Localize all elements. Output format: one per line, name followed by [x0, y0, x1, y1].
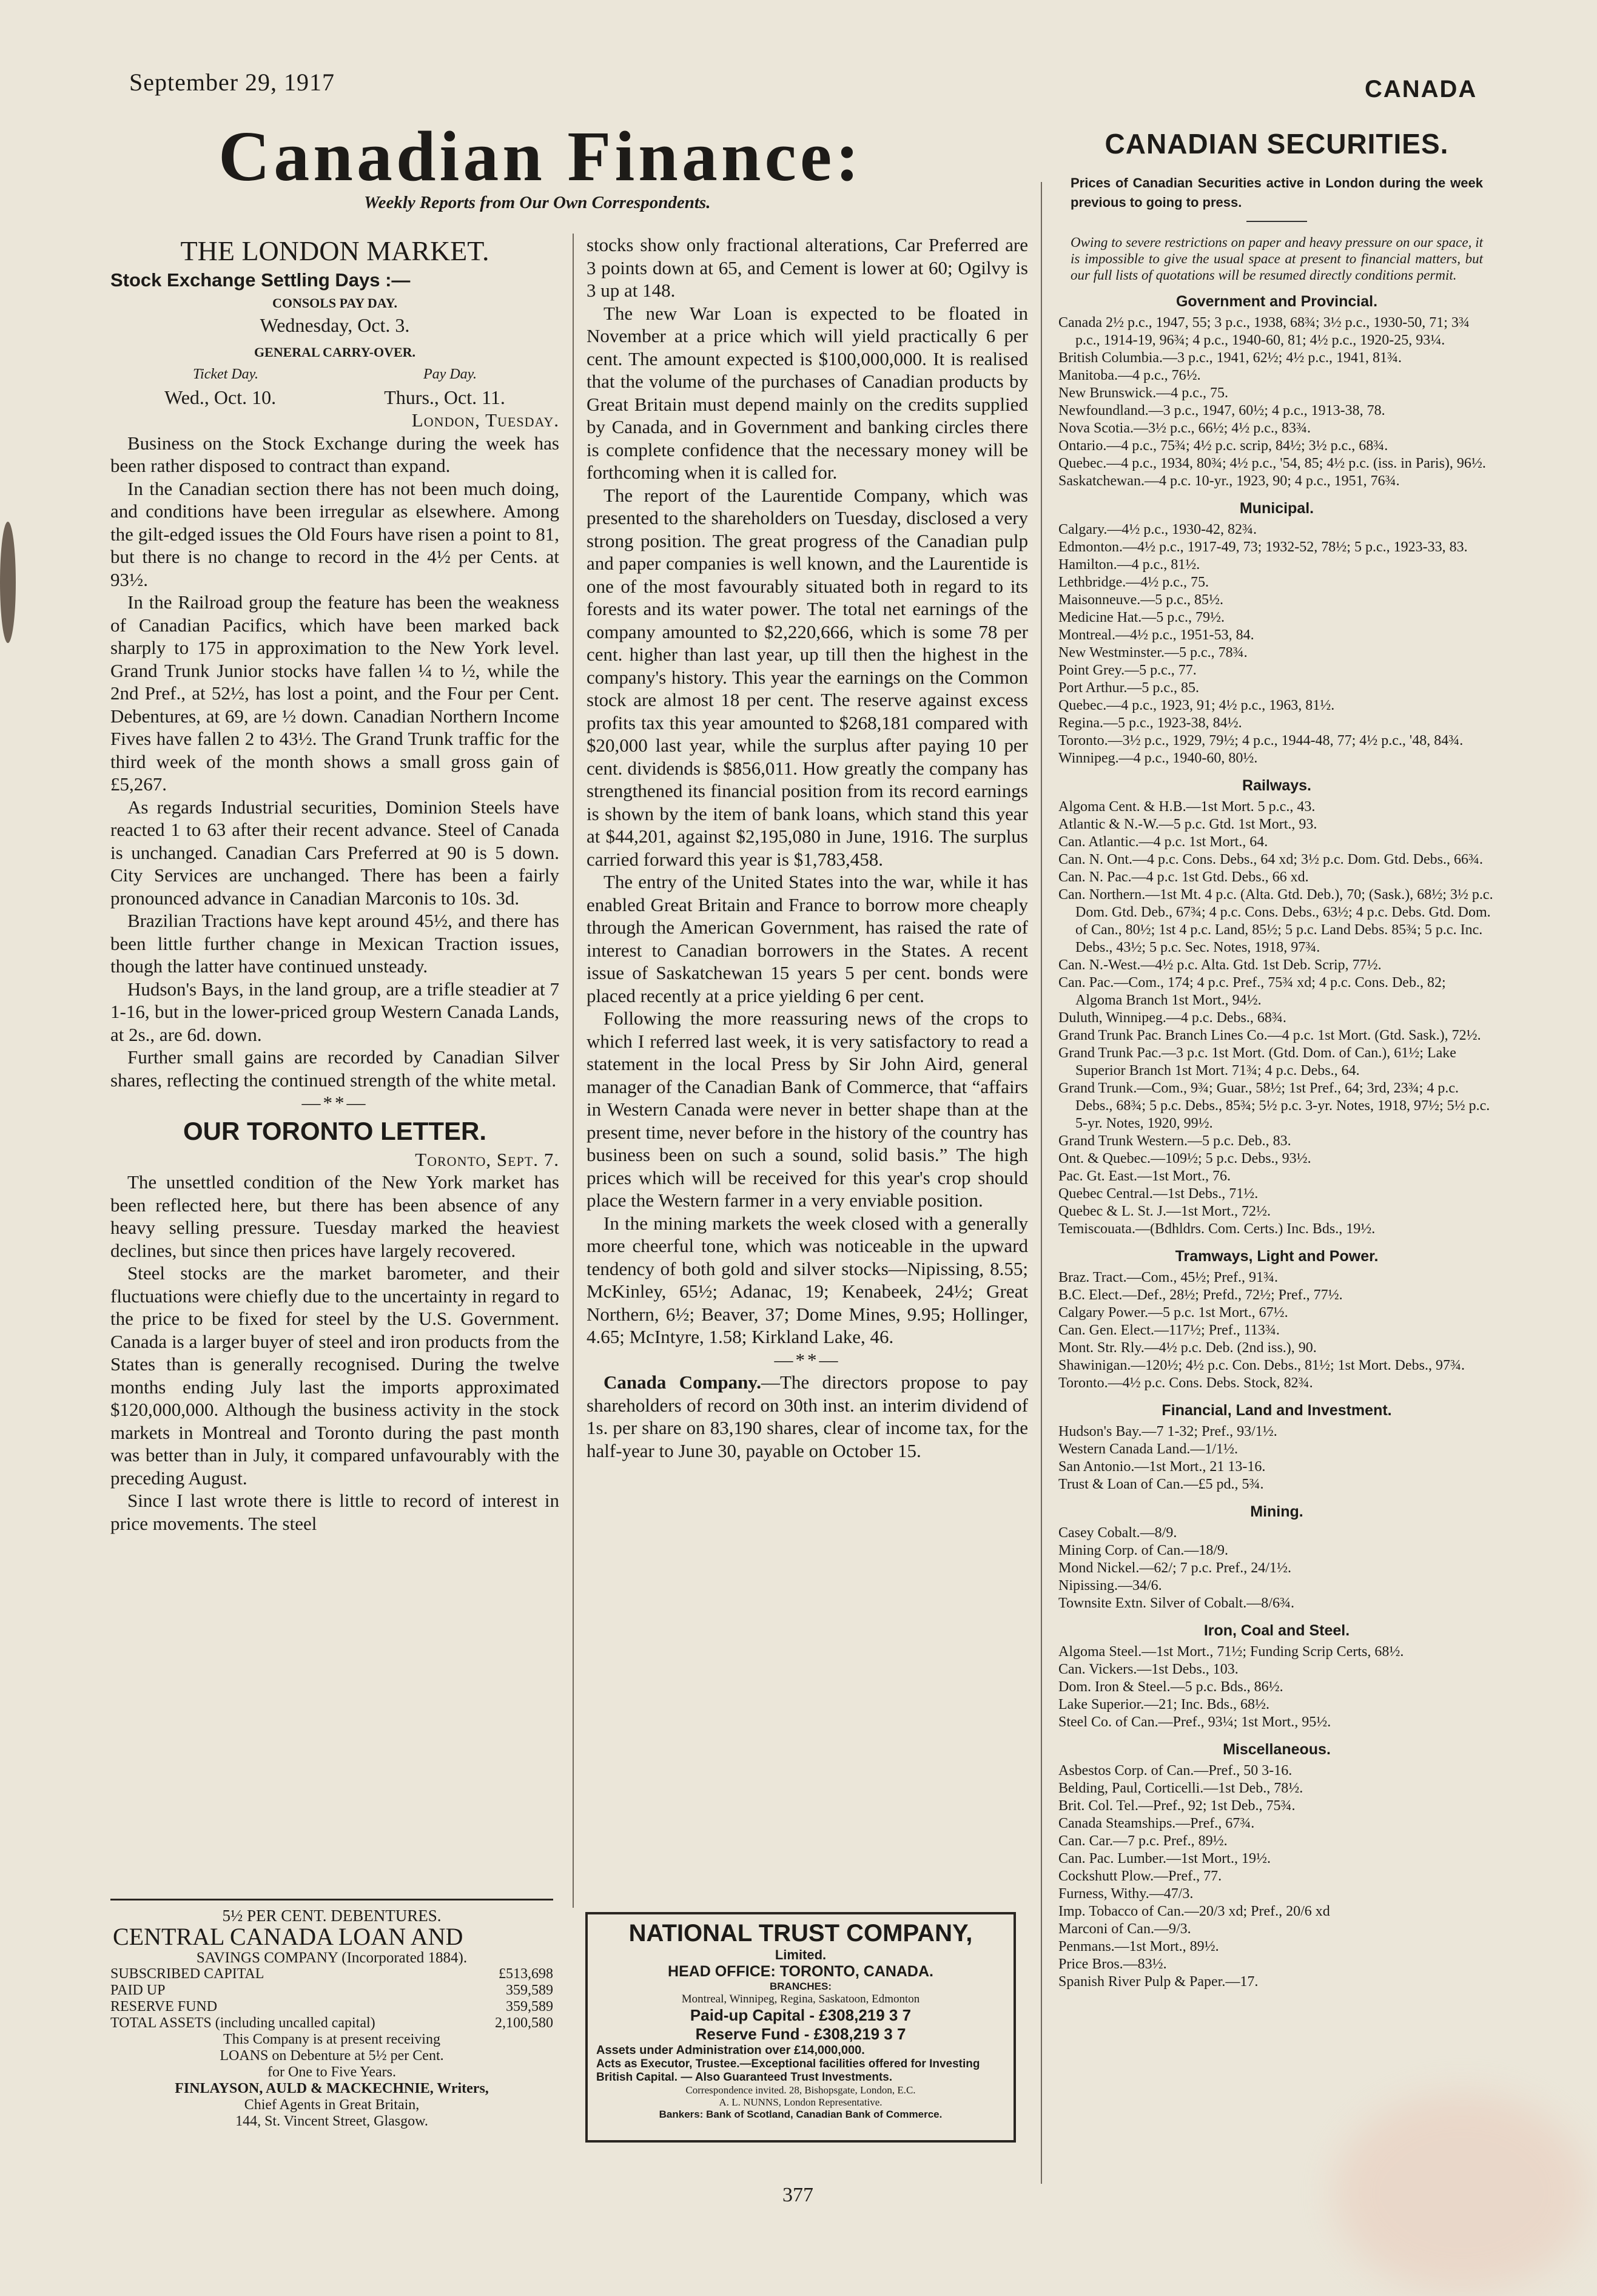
security-quote: Montreal.—4½ p.c., 1951-53, 84. — [1058, 627, 1254, 643]
ad-trust-name: NATIONAL TRUST COMPANY, — [628, 1920, 973, 1947]
settling-days-heading: Stock Exchange Settling Days :— — [110, 269, 411, 291]
ad-representative: A. L. NUNNS, London Representative. — [719, 2096, 883, 2108]
pay-day-label: Pay Day. — [423, 366, 477, 382]
ad-trust-limited: Limited. — [775, 1947, 827, 1962]
security-quote: Can. Northern.—1st Mt. 4 p.c. (Alta. Gtd. Deb.), 70; (Sask.), 68½; 3½ p.c. Dom. Gtd. Deb., 67¾; 4 p.c. Cons. Debs., 63½; 4 p.c. Debs. Gtd. Dom. of Can., 80½; 1st 4 p.c. Land, 85½; 5 p.c. Land Debs. 85¾; 5 p.c. Inc. Debs., 43½; 5 p.c. Sec. Notes, 1918, 97¾. — [1058, 887, 1493, 955]
ad-body: LOANS on Debenture at 5½ per Cent. — [220, 2048, 444, 2064]
security-quote: Mont. Str. Rly.—4½ p.c. Deb. (2nd iss.), 90. — [1058, 1340, 1317, 1356]
column-left — [110, 234, 559, 1535]
security-quote: Can. Car.—7 p.c. Pref., 89½. — [1058, 1833, 1228, 1849]
security-quote: Price Bros.—83½. — [1058, 1956, 1167, 1972]
security-quote: Dom. Iron & Steel.—5 p.c. Bds., 86½. — [1058, 1679, 1283, 1695]
security-quote: Cockshutt Plow.—Pref., 77. — [1058, 1868, 1222, 1884]
security-quote: New Brunswick.—4 p.c., 75. — [1058, 385, 1228, 401]
security-quote: Casey Cobalt.—8/9. — [1058, 1525, 1177, 1541]
middle-paragraph: Following the more reassuring news of the crops to which I referred last week, it is very satisfactory to read a statement in the local Press by Sir John Aird, general manager of the Canadian Bank of Commerce, that “affairs in Western Canada were never in better shape than at the present time, never before in the history of the country has business been on such a sound, solid basis.” The high prices which will be received for this year's crop should place the Western farmer in a very enviable position. — [587, 1008, 1028, 1211]
toronto-paragraph: Steel stocks are the market barometer, and their fluctuations were chiefly due to the uncertainty in regard to the price to be fixed for steel by the U.S. Government. Canada is a larger buyer of steel and iron products from the States than is generally recognised. During the twelve months ending July last the imports approximated $120,000,000. Although the business activity in the stock markets in Montreal and Toronto during the past month was better than in July, it compared unfavourably with the preceding August. — [110, 1262, 559, 1489]
securities-category-heading: Railways. — [1242, 777, 1311, 794]
ad-acts: Acts as Executor, Trustee.—Exceptional facilities offered for Investing British Capital. — Also Guaranteed Trust Investments. — [596, 2058, 980, 2084]
security-quote: Belding, Paul, Corticelli.—1st Deb., 78½. — [1058, 1780, 1303, 1796]
column-rule — [1041, 182, 1042, 2184]
security-quote: Western Canada Land.—1/1½. — [1058, 1441, 1238, 1457]
security-quote: Calgary Power.—5 p.c. 1st Mort., 67½. — [1058, 1305, 1288, 1321]
middle-paragraph: In the mining markets the week closed with a generally more cheerful tone, which was noticeable in the upward tendency of both gold and silver stocks—Nipissing, 8.55; McKinley, 65½; Adanac, 19; Kenabeek, 24½; Great Northern, 6½; Beaver, 37; Dome Mines, 9.95; Hollinger, 4.65; McIntyre, 1.58; Kirkland Lake, 46. — [587, 1212, 1028, 1347]
securities-category-heading: Financial, Land and Investment. — [1162, 1402, 1392, 1419]
security-quote: Can. Pac.—Com., 174; 4 p.c. Pref., 75¾ xd; 4 p.c. Cons. Deb., 82; Algoma Branch 1st Mort., 94½. — [1058, 975, 1446, 1008]
security-quote: Pac. Gt. East.—1st Mort., 76. — [1058, 1168, 1231, 1184]
london-market-title: THE LONDON MARKET. — [180, 235, 489, 266]
securities-category-heading: Mining. — [1250, 1503, 1303, 1520]
canada-company-text: —The directors propose to pay shareholders of record on 30th inst. an interim dividend of 1s. per share on 83,190 shares, clear of income tax, for the half-year to June 30, payable on October 15. — [587, 1372, 1028, 1461]
security-quote: Medicine Hat.—5 p.c., 79½. — [1058, 610, 1225, 625]
toronto-letter-title: OUR TORONTO LETTER. — [183, 1116, 487, 1145]
masthead: Canadian Finance: — [218, 116, 863, 196]
security-quote: Newfoundland.—3 p.c., 1947, 60½; 4 p.c., 1913-38, 78. — [1058, 403, 1385, 419]
security-quote: Penmans.—1st Mort., 89½. — [1058, 1939, 1219, 1954]
ad-figure-row: SUBSCRIBED CAPITAL £513,698 — [110, 1966, 553, 1982]
security-quote: Ontario.—4 p.c., 75¾; 4½ p.c. scrip, 84½; 3½ p.c., 68¾. — [1058, 438, 1388, 454]
central-canada-ad — [110, 1899, 553, 2130]
ad-body: for One to Five Years. — [267, 2064, 396, 2080]
security-quote: Quebec Central.—1st Debs., 71½. — [1058, 1186, 1259, 1202]
london-paragraph: Further small gains are recorded by Canadian Silver shares, reflecting the continued strength of the white metal. — [110, 1046, 559, 1091]
securities-notice: Owing to severe restrictions on paper and heavy pressure on our space, it is impossible to give the usual space at present to financial matters, but our full lists of quotations will be resumed directly conditions permit. — [1071, 235, 1483, 283]
security-quote: Grand Trunk Western.—5 p.c. Deb., 83. — [1058, 1133, 1291, 1149]
middle-paragraph: The entry of the United States into the war, while it has enabled Great Britain and France to borrow more cheaply through the American Government, has raised the rate of interest to Canadian borrowers in the States. A recent issue of Saskatchewan 15 years 5 per cent. bonds were placed recently at a price yielding 6 per cent. — [587, 871, 1028, 1006]
carry-over-label: GENERAL CARRY-OVER. — [254, 344, 416, 360]
securities-category-heading: Municipal. — [1239, 500, 1314, 517]
column-middle — [587, 234, 1028, 1462]
security-quote: Quebec.—4 p.c., 1934, 80¾; 4½ p.c., '54, 85; 4½ p.c. (iss. in Paris), 96½. — [1058, 456, 1486, 471]
security-quote: Regina.—5 p.c., 1923-38, 84½. — [1058, 715, 1242, 731]
london-paragraph: As regards Industrial securities, Dominion Steels have reacted 1 to 63 after their recent advance. Steel of Canada is unchanged. Canadian Cars Preferred at 90 is 5 down. City Services are unchanged. There has been a fairly pronounced advance in Canadian Marconis to 10s. 3d. — [110, 796, 559, 909]
issue-date: September 29, 1917 — [129, 69, 335, 96]
security-quote: New Westminster.—5 p.c., 78¾. — [1058, 645, 1248, 661]
toronto-paragraph: Since I last wrote there is little to record of interest in price movements. The steel — [110, 1490, 559, 1534]
securities-column — [1058, 127, 1495, 1991]
middle-paragraph: The new War Loan is expected to be floated in November at a price which will yield practically 6 per cent. The amount expected is $100,000,000. It is realised that the volume of the purchases of Canadian products by Great Britain must depend mainly on the credits supplied by Canada, and in Government and banking circles there is complete confidence that the necessary money will be forthcoming when it is called for. — [587, 302, 1028, 483]
london-dateline: London, Tuesday. — [411, 409, 559, 431]
security-quote: Grand Trunk Pac.—3 p.c. 1st Mort. (Gtd. Dom. of Can.), 61½; Lake Superior Branch 1st Mort. 71¾; 4 p.c. Debs., 64. — [1058, 1045, 1456, 1079]
section-label: CANADA — [1365, 76, 1478, 103]
ad-agents: Chief Agents in Great Britain, — [244, 2097, 420, 2113]
london-paragraph: Business on the Stock Exchange during the week has been rather disposed to contract than expand. — [110, 432, 559, 476]
security-quote: Port Arthur.—5 p.c., 85. — [1058, 680, 1199, 696]
security-quote: Lethbridge.—4½ p.c., 75. — [1058, 574, 1209, 590]
security-quote: San Antonio.—1st Mort., 21 13-16. — [1058, 1459, 1266, 1475]
security-quote: Can. Gen. Elect.—117½; Pref., 113¾. — [1058, 1322, 1280, 1338]
security-quote: Canada 2½ p.c., 1947, 55; 3 p.c., 1938, 68¾; 3½ p.c., 1930-50, 71; 3¾ p.c., 1914-19, 96¾; 4 p.c., 1940-60, 81; 4½ p.c., 1920-25, 93¼. — [1058, 315, 1470, 348]
security-quote: Can. N. Ont.—4 p.c. Cons. Debs., 64 xd; 3½ p.c. Dom. Gtd. Debs., 66¾. — [1058, 852, 1483, 867]
security-quote: Can. N.-West.—4½ p.c. Alta. Gtd. 1st Deb. Scrip, 77½. — [1058, 957, 1382, 973]
security-quote: Winnipeg.—4 p.c., 1940-60, 80½. — [1058, 750, 1258, 766]
security-quote: Toronto.—4½ p.c. Cons. Debs. Stock, 82¾. — [1058, 1375, 1313, 1391]
security-quote: Toronto.—3½ p.c., 1929, 79½; 4 p.c., 1944-48, 77; 4½ p.c., '48, 84¾. — [1058, 733, 1464, 749]
security-quote: Ont. & Quebec.—109½; 5 p.c. Debs., 93½. — [1058, 1151, 1311, 1167]
london-paragraph: Brazilian Tractions have kept around 45½, and there has been little further change in Mexican Traction issues, though the latter have continued unsteady. — [110, 910, 559, 977]
column-rule — [573, 234, 574, 1908]
canada-company-lead: Canada Company. — [603, 1372, 761, 1393]
ad-agents: 144, St. Vincent Street, Glasgow. — [235, 2113, 428, 2129]
security-quote: B.C. Elect.—Def., 28½; Prefd., 72½; Pref., 77½. — [1058, 1287, 1343, 1303]
securities-intro: Prices of Canadian Securities active in London during the week previous to going to press. — [1071, 175, 1483, 210]
ad-branches: Montreal, Winnipeg, Regina, Saskatoon, Edmonton — [681, 1993, 920, 2005]
security-quote: Grand Trunk.—Com., 9¾; Guar., 58½; 1st Pref., 64; 3rd, 23¾; 4 p.c. Debs., 68¾; 5 p.c. Debs., 85¾; 5½ p.c. 3-yr. Notes, 1918, 97½; 5½ p.c. 5-yr. Notes, 1920, 99½. — [1058, 1080, 1490, 1131]
pay-day-date: Thurs., Oct. 11. — [384, 386, 505, 408]
security-quote: Algoma Cent. & H.B.—1st Mort. 5 p.c., 43. — [1058, 799, 1316, 815]
security-quote: Furness, Withy.—47/3. — [1058, 1886, 1194, 1902]
security-quote: Can. Vickers.—1st Debs., 103. — [1058, 1661, 1239, 1677]
security-quote: Nova Scotia.—3½ p.c., 66½; 4½ p.c., 83¾. — [1058, 420, 1311, 436]
security-quote: Imp. Tobacco of Can.—20/3 xd; Pref., 20/6 xd — [1058, 1904, 1330, 1919]
security-quote: Mond Nickel.—62/; 7 p.c. Pref., 24/1½. — [1058, 1560, 1291, 1576]
security-quote: Spanish River Pulp & Paper.—17. — [1058, 1974, 1259, 1990]
security-quote: Brit. Col. Tel.—Pref., 92; 1st Deb., 75¾. — [1058, 1798, 1296, 1814]
security-quote: Marconi of Can.—9/3. — [1058, 1921, 1191, 1937]
security-quote: Shawinigan.—120½; 4½ p.c. Con. Debs., 81½; 1st Mort. Debs., 97¾. — [1058, 1358, 1465, 1373]
masthead-subtitle: Weekly Reports from Our Own Correspondents. — [364, 193, 711, 212]
middle-paragraph: stocks show only fractional alterations, Car Preferred are 3 points down at 65, and Cement is lower at 60; Ogilvy is 3 up at 148. — [587, 234, 1028, 301]
securities-category-heading: Government and Provincial. — [1175, 293, 1378, 310]
ad-company-name: CENTRAL CANADA LOAN AND — [113, 1923, 463, 1950]
security-quote: Braz. Tract.—Com., 45½; Pref., 91¾. — [1058, 1270, 1278, 1285]
ad-debentures-heading: 5½ PER CENT. DEBENTURES. — [222, 1907, 442, 1925]
ad-body: This Company is at present receiving — [223, 2032, 440, 2047]
london-paragraph: In the Railroad group the feature has been the weakness of Canadian Pacifics, which have been marked back sharply to 175 in approximation to the New York level. Grand Trunk Junior stocks have fallen ¼ to ½, while the 2nd Pref., at 52½, has lost a point, and the Four per Cent. Debentures, at 69, are ½ down. Canadian Northern Income Fives have fallen 2 to 43½. The Grand Trunk traffic for the third week of the month shows a small gross gain of £5,267. — [110, 591, 559, 795]
national-trust-ad — [585, 1912, 1016, 2143]
security-quote: Can. N. Pac.—4 p.c. 1st Gtd. Debs., 66 xd. — [1058, 869, 1309, 885]
securities-category-heading: Miscellaneous. — [1223, 1741, 1331, 1758]
ad-agents: FINLAYSON, AULD & MACKECHNIE, Writers, — [175, 2081, 489, 2096]
ad-assets: Assets under Administration over £14,000,000. — [596, 2044, 865, 2057]
consols-label: CONSOLS PAY DAY. — [272, 295, 397, 311]
security-quote: Hudson's Bay.—7 1-32; Pref., 93/1½. — [1058, 1424, 1277, 1439]
security-quote: Townsite Extn. Silver of Cobalt.—8/6¾. — [1058, 1595, 1294, 1611]
ticket-day-date: Wed., Oct. 10. — [164, 386, 277, 408]
security-quote: Quebec & L. St. J.—1st Mort., 72½. — [1058, 1204, 1271, 1219]
separator: —**— — [301, 1092, 368, 1113]
london-paragraph: Hudson's Bays, in the land group, are a trifle steadier at 7 1-16, but in the lower-priced group Western Canada Lands, at 2s., are 6d. down. — [110, 978, 559, 1045]
ticket-day-label: Ticket Day. — [193, 366, 258, 382]
security-quote: British Columbia.—3 p.c., 1941, 62½; 4½ p.c., 1941, 81¾. — [1058, 350, 1402, 366]
security-quote: Calgary.—4½ p.c., 1930-42, 82¾. — [1058, 522, 1257, 537]
security-quote: Duluth, Winnipeg.—4 p.c. Debs., 68¾. — [1058, 1010, 1286, 1026]
ad-figure-row: PAID UP 359,589 — [110, 1982, 553, 1998]
security-quote: Trust & Loan of Can.—£5 pd., 5¾. — [1058, 1476, 1264, 1492]
securities-list — [1058, 293, 1495, 1991]
security-quote: Quebec.—4 p.c., 1923, 91; 4½ p.c., 1963, 81½. — [1058, 698, 1335, 713]
security-quote: Asbestos Corp. of Can.—Pref., 50 3-16. — [1058, 1763, 1293, 1779]
security-quote: Canada Steamships.—Pref., 67¾. — [1058, 1816, 1255, 1831]
page-number: 377 — [782, 2184, 813, 2206]
middle-paragraph: The report of the Laurentide Company, which was presented to the shareholders on Tuesday, disclosed a very strong position. The great progress of the Canadian pulp and paper companies is well known, and the Laurentide is one of the most favourably situated both in regard to its forests and its water power. The total net earnings of the company amounted to $2,220,666, which is some 78 per cent. higher than last year, up till then the highest in the company's history. This year the earnings on the Common stock are almost 18 per cent. The reserve against excess profits tax this year amounted to $268,181 compared with $20,000 last year, while the surplus after paying 10 per cent. dividends is $856,011. How greatly the company has strengthened its financial position from its record earnings is shown by the item of bank loans, which stand this year at $44,201, against $2,195,080 in June, 1916. The surplus carried forward this year is $1,783,458. — [587, 484, 1028, 870]
security-quote: Grand Trunk Pac. Branch Lines Co.—4 p.c. 1st Mort. (Gtd. Sask.), 72½. — [1058, 1028, 1481, 1043]
separator: —**— — [774, 1348, 841, 1370]
security-quote: Steel Co. of Can.—Pref., 93¼; 1st Mort., 95½. — [1058, 1714, 1331, 1730]
ad-figure-row: RESERVE FUND 359,589 — [110, 1999, 553, 2015]
security-quote: Point Grey.—5 p.c., 77. — [1058, 662, 1197, 678]
securities-category-heading: Tramways, Light and Power. — [1175, 1248, 1379, 1265]
security-quote: Nipissing.—34/6. — [1058, 1578, 1162, 1594]
security-quote: Saskatchewan.—4 p.c. 10-yr., 1923, 90; 4 p.c., 1951, 76¾. — [1058, 473, 1400, 489]
security-quote: Can. Pac. Lumber.—1st Mort., 19½. — [1058, 1851, 1271, 1867]
canada-company-paragraph — [587, 1371, 1028, 1462]
security-quote: Hamilton.—4 p.c., 81½. — [1058, 557, 1200, 573]
security-quote: Edmonton.—4½ p.c., 1917-49, 73; 1932-52, 78½; 5 p.c., 1923-33, 83. — [1058, 539, 1468, 555]
toronto-dateline: Toronto, Sept. 7. — [415, 1148, 559, 1170]
london-paragraph: In the Canadian section there has not been much doing, and conditions have been irregular as elsewhere. Among the gilt-edged issues the Old Fours have risen a point to 81, but there is no change to record in the 4½ per Cents. at 93½. — [110, 477, 559, 590]
securities-category-heading: Iron, Coal and Steel. — [1203, 1622, 1350, 1639]
ad-company-incorporated: SAVINGS COMPANY (Incorporated 1884). — [196, 1950, 468, 1966]
rule — [1246, 221, 1307, 222]
security-quote: Manitoba.—4 p.c., 76½. — [1058, 368, 1201, 383]
security-quote: Maisonneuve.—5 p.c., 85½. — [1058, 592, 1223, 608]
security-quote: Lake Superior.—21; Inc. Bds., 68½. — [1058, 1697, 1269, 1712]
securities-title: CANADIAN SECURITIES. — [1104, 128, 1449, 160]
ad-paid-up: Paid-up Capital - £308,219 3 7 — [690, 2006, 912, 2024]
ad-bankers: Bankers: Bank of Scotland, Canadian Bank of Commerce. — [659, 2109, 943, 2120]
toronto-paragraph: The unsettled condition of the New York market has been reflected here, but there has been absence of any heavy selling pressure. Tuesday marked the heaviest declines, but since then prices have largely recovered. — [110, 1171, 559, 1261]
ad-correspondence: Correspondence invited. 28, Bishopsgate, London, E.C. — [685, 2084, 916, 2096]
consols-date: Wednesday, Oct. 3. — [260, 314, 410, 336]
ad-figure-row: TOTAL ASSETS (including uncalled capital) 2,100,580 — [110, 2015, 553, 2031]
ad-branches-label: BRANCHES: — [770, 1981, 832, 1992]
ad-reserve: Reserve Fund - £308,219 3 7 — [695, 2025, 906, 2043]
security-quote: Can. Atlantic.—4 p.c. 1st Mort., 64. — [1058, 834, 1268, 850]
security-quote: Temiscouata.—(Bdhldrs. Com. Certs.) Inc. Bds., 19½. — [1058, 1221, 1376, 1237]
ad-head-office: HEAD OFFICE: TORONTO, CANADA. — [668, 1963, 933, 1980]
security-quote: Mining Corp. of Can.—18/9. — [1058, 1543, 1228, 1558]
security-quote: Algoma Steel.—1st Mort., 71½; Funding Scrip Certs, 68½. — [1058, 1644, 1404, 1660]
security-quote: Atlantic & N.-W.—5 p.c. Gtd. 1st Mort., 93. — [1058, 816, 1317, 832]
